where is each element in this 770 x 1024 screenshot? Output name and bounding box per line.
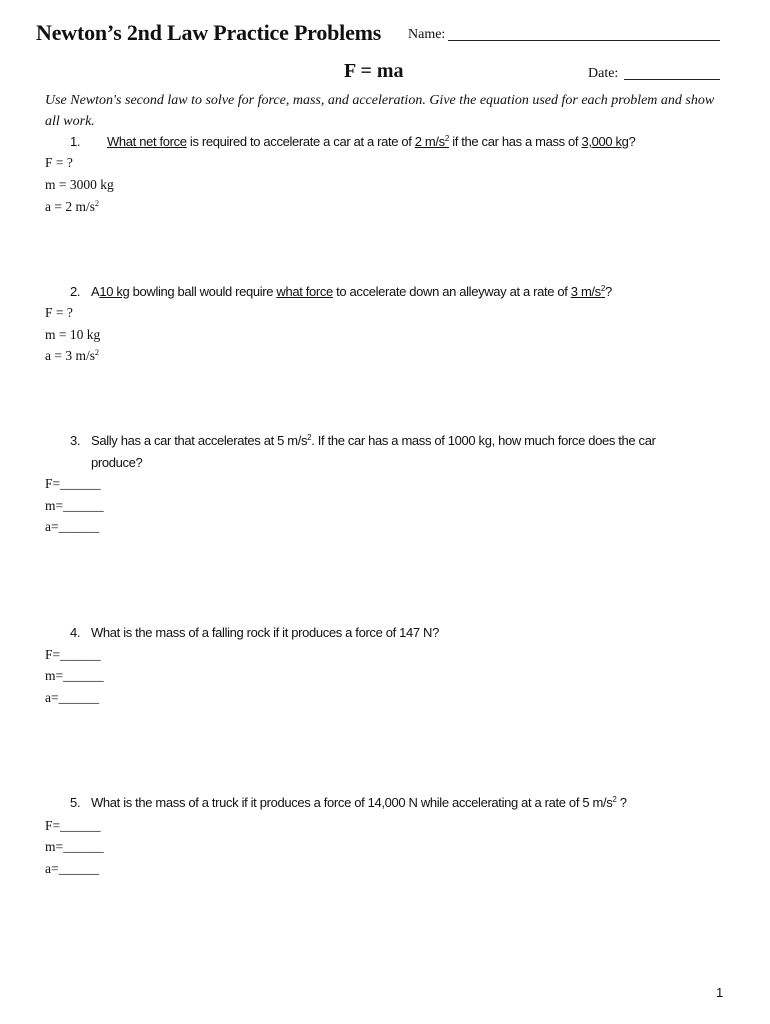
given-mass: m = 3000 kg (45, 177, 114, 192)
problem-number: 4. (70, 625, 81, 640)
problem-text: if the car has a mass of (448, 134, 582, 149)
problem-text: A (91, 284, 100, 299)
given-text: a = 2 m/s (45, 199, 95, 214)
exponent: 2 (95, 348, 99, 357)
underlined-value: 3,000 kg (581, 134, 629, 149)
answer-force-blank[interactable]: F=______ (45, 476, 101, 491)
problem-text: bowling ball would require (129, 284, 277, 299)
problem-text: What is the mass of a truck if it produces a force of 14,000 N while accelerating at a rate of 5 m/s (91, 795, 613, 810)
underlined-value: 10 kg (99, 284, 130, 299)
problem-1 (70, 134, 635, 149)
problem-text: ? (628, 134, 636, 149)
problem-3-continuation: produce? (91, 455, 143, 470)
page-number: 1 (716, 985, 724, 1000)
instructions: Use Newton's second law to solve for force, mass, and acceleration. Give the equation used for each problem and show all work. (45, 93, 715, 129)
given-mass: m = 10 kg (45, 327, 101, 342)
given-force: F = ? (45, 155, 73, 170)
value-text: 3 m/s (570, 284, 601, 299)
value-text: 2 m/s (414, 134, 445, 149)
answer-force-blank[interactable]: F=______ (45, 647, 101, 662)
problem-3 (70, 433, 656, 448)
given-acceleration (45, 199, 99, 215)
given-force: F = ? (45, 305, 73, 320)
date-field-line[interactable] (624, 79, 720, 80)
worksheet-title: Newton’s 2nd Law Practice Problems (36, 20, 382, 45)
name-field-line[interactable] (448, 40, 720, 41)
answer-mass-blank[interactable]: m=______ (45, 498, 104, 513)
problem-text: to accelerate down an alleyway at a rate of (332, 284, 571, 299)
problem-4 (70, 625, 439, 640)
problem-text: ? (604, 284, 612, 299)
answer-mass-blank[interactable]: m=______ (45, 668, 104, 683)
underlined-phrase: what force (276, 284, 333, 299)
problem-number: 1. (70, 134, 81, 149)
problem-text: . If the car has a mass of 1000 kg, how much force does the car (311, 433, 656, 448)
problem-text: ? (616, 795, 627, 810)
answer-force-blank[interactable]: F=______ (45, 818, 101, 833)
problem-2 (70, 284, 612, 299)
underlined-phrase: What net force (107, 134, 187, 149)
exponent: 2 (95, 199, 99, 208)
problem-text: Sally has a car that accelerates at 5 m/s (91, 433, 308, 448)
exponent: 2 (600, 284, 605, 293)
problem-5 (70, 795, 627, 810)
answer-acceleration-blank[interactable]: a=______ (45, 861, 100, 876)
problem-text: is required to accelerate a car at a rate of (186, 134, 415, 149)
exponent: 2 (612, 795, 617, 804)
formula-heading: F = ma (344, 60, 404, 82)
given-text: a = 3 m/s (45, 348, 95, 363)
given-acceleration (45, 348, 99, 364)
answer-mass-blank[interactable]: m=______ (45, 839, 104, 854)
problem-number: 5. (70, 795, 81, 810)
answer-acceleration-blank[interactable]: a=______ (45, 519, 100, 534)
name-label: Name: (408, 27, 446, 42)
underlined-value (571, 284, 605, 299)
exponent: 2 (307, 433, 312, 442)
answer-acceleration-blank[interactable]: a=______ (45, 690, 100, 705)
date-label: Date: (588, 66, 619, 81)
problem-number: 3. (70, 433, 81, 448)
underlined-value (415, 134, 449, 149)
exponent: 2 (444, 134, 449, 143)
problem-number: 2. (70, 284, 81, 299)
problem-text: What is the mass of a falling rock if it produces a force of 147 N? (91, 625, 439, 640)
